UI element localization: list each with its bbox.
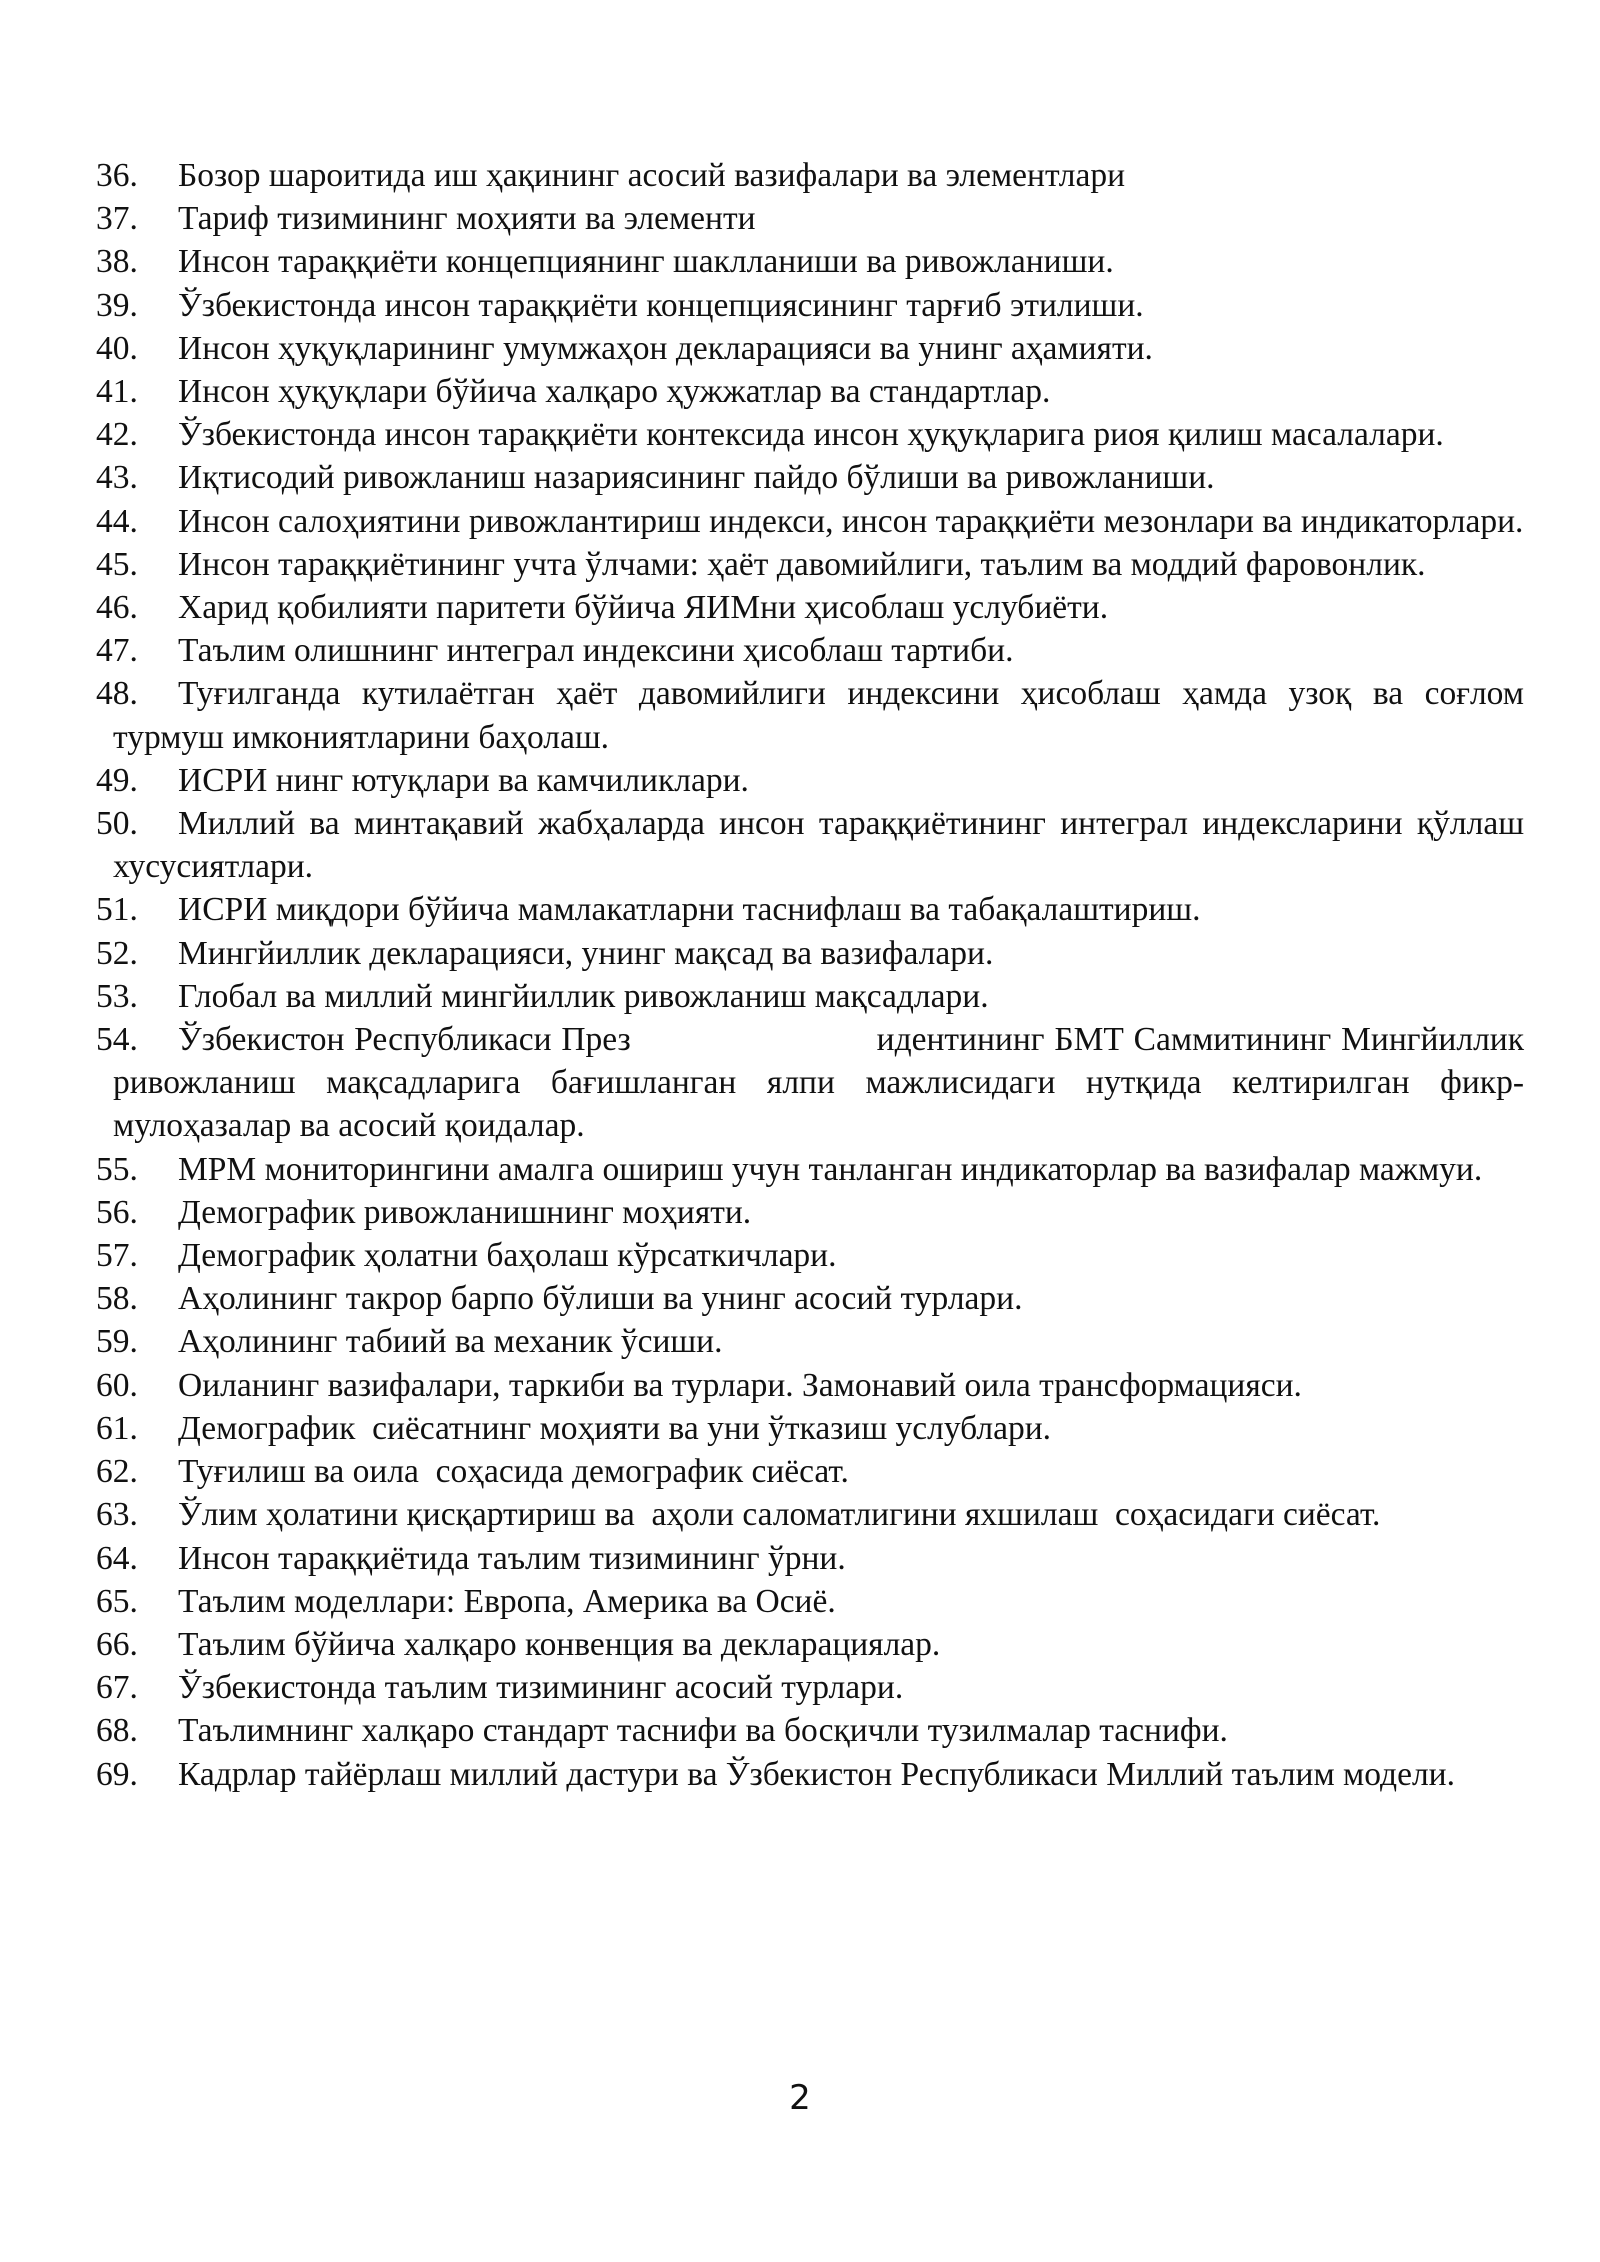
item-number: 67. xyxy=(96,1669,138,1707)
item-number: 43. xyxy=(96,459,138,497)
list-item xyxy=(96,370,1524,413)
item-text: Таълим олишнинг интеграл индексини ҳисоблаш тартиби. xyxy=(178,632,1014,670)
list-item xyxy=(96,1580,1524,1623)
item-text: Таълим моделлари: Европа, Америка ва Осиё. xyxy=(178,1582,836,1620)
page-number: 2 xyxy=(789,2078,811,2118)
item-number: 69. xyxy=(96,1755,138,1793)
item-number: 65. xyxy=(96,1582,138,1620)
list-item xyxy=(96,975,1524,1018)
list-item xyxy=(96,629,1524,672)
item-text: Туғилиш ва оила соҳасида демографик сиёсат. xyxy=(178,1453,849,1491)
item-text: ИСРИ нинг ютуқлари ва камчиликлари. xyxy=(178,761,749,799)
list-item xyxy=(96,1753,1524,1796)
item-text: Глобал ва миллий мингйиллик ривожланиш мақсадлари. xyxy=(178,977,989,1015)
list-item xyxy=(96,543,1524,586)
list-item xyxy=(96,1234,1524,1277)
item-text: Таълим бўйича халқаро конвенция ва декларациялар. xyxy=(178,1625,941,1663)
item-number: 52. xyxy=(96,934,138,972)
item-number: 36. xyxy=(96,157,138,194)
item-text: Иқтисодий ривожланиш назариясининг пайдо бўлиши ва ривожланиши. xyxy=(178,459,1215,497)
item-text: Ўзбекистонда инсон тараққиёти концепциясининг тарғиб этилиши. xyxy=(178,286,1144,324)
item-text: Демографик ҳолатни баҳолаш кўрсаткичлари. xyxy=(178,1237,837,1275)
list-item xyxy=(96,1407,1524,1450)
list-item xyxy=(96,1709,1524,1752)
item-text: Инсон тараққиётида таълим тизимининг ўрни. xyxy=(178,1539,846,1577)
list-item xyxy=(96,888,1524,931)
list-item xyxy=(96,672,1533,758)
item-number: 47. xyxy=(96,632,138,670)
item-number: 59. xyxy=(96,1323,138,1361)
item-text: Тариф тизимининг моҳияти ва элементи xyxy=(178,200,756,238)
item-number: 64. xyxy=(96,1539,138,1577)
item-number: 54. xyxy=(96,1021,138,1059)
list-item xyxy=(96,802,1533,888)
item-number: 50. xyxy=(96,805,138,843)
item-text: Инсон тараққиёти концепциянинг шаклланиши ва ривожланиши. xyxy=(178,243,1114,281)
list-item xyxy=(96,197,1524,240)
list-item xyxy=(96,1623,1524,1666)
item-text: Инсон салоҳиятини ривожлантириш индекси, инсон тараққиёти мезонлари ва индикаторлари. xyxy=(178,502,1524,540)
item-number: 55. xyxy=(96,1150,138,1188)
item-text: Ўзбекистон Республикаси През идентининг БМТ Саммитининг Мингйиллик ривожланиш мақсадларига бағишланган ялпи мажлисидаги нутқида келтирилган фикр-мулоҳазалар ва асосий қоидалар. xyxy=(113,1021,1533,1145)
list-item xyxy=(96,327,1524,370)
item-text: Бозор шароитида иш ҳақининг асосий вазифалари ва элементлари xyxy=(178,157,1126,194)
item-text: Ўзбекистонда инсон тараққиёти контексида инсон ҳуқуқларига риоя қилиш масалалари. xyxy=(178,416,1444,454)
item-number: 53. xyxy=(96,977,138,1015)
list-item xyxy=(96,1450,1524,1493)
list-item xyxy=(96,932,1524,975)
list-item xyxy=(96,1320,1524,1363)
list-item xyxy=(96,154,1524,197)
item-text: Демографик сиёсатнинг моҳияти ва уни ўтказиш услублари. xyxy=(178,1409,1052,1447)
item-number: 37. xyxy=(96,200,138,238)
item-text: Оиланинг вазифалари, таркиби ва турлари. Замонавий оила трансформацияси. xyxy=(178,1366,1302,1404)
item-text: Миллий ва минтақавий жабҳаларда инсон тараққиётининг интеграл индексларини қўллаш хусусиятлари. xyxy=(113,805,1533,886)
list-item xyxy=(96,284,1524,327)
list-item xyxy=(96,1364,1524,1407)
list-item xyxy=(96,413,1524,456)
item-number: 62. xyxy=(96,1453,138,1491)
item-text: ИСРИ миқдори бўйича мамлакатларни таснифлаш ва табақалаштириш. xyxy=(178,891,1201,929)
item-text: Инсон ҳуқуқларининг умумжаҳон декларацияси ва унинг аҳамияти. xyxy=(178,329,1153,367)
item-number: 61. xyxy=(96,1409,138,1447)
item-number: 57. xyxy=(96,1237,138,1275)
item-number: 38. xyxy=(96,243,138,281)
item-number: 58. xyxy=(96,1280,138,1318)
item-text: Мингйиллик декларацияси, унинг мақсад ва вазифалари. xyxy=(178,934,994,972)
item-number: 60. xyxy=(96,1366,138,1404)
item-number: 66. xyxy=(96,1625,138,1663)
item-number: 56. xyxy=(96,1193,138,1231)
item-text: Аҳолининг табиий ва механик ўсиши. xyxy=(178,1323,723,1361)
item-text: Кадрлар тайёрлаш миллий дастури ва Ўзбекистон Республикаси Миллий таълим модели. xyxy=(178,1755,1455,1793)
item-text: Таълимнинг халқаро стандарт таснифи ва босқичли тузилмалар таснифи. xyxy=(178,1712,1228,1750)
item-number: 46. xyxy=(96,589,138,627)
question-list xyxy=(96,154,1533,1796)
item-number: 48. xyxy=(96,675,138,713)
list-item xyxy=(96,1277,1524,1320)
item-number: 39. xyxy=(96,286,138,324)
item-text: Аҳолининг такрор барпо бўлиши ва унинг асосий турлари. xyxy=(178,1280,1023,1318)
item-text: Демографик ривожланишнинг моҳияти. xyxy=(178,1193,752,1231)
list-item xyxy=(96,759,1524,802)
item-text: Ўзбекистонда таълим тизимининг асосий турлари. xyxy=(178,1669,904,1707)
list-item xyxy=(96,586,1524,629)
list-item xyxy=(96,1148,1524,1191)
item-text: Инсон тараққиётининг учта ўлчами: ҳаёт давомийлиги, таълим ва моддий фаровонлик. xyxy=(178,545,1426,583)
list-item xyxy=(96,1018,1533,1148)
item-number: 51. xyxy=(96,891,138,929)
item-number: 63. xyxy=(96,1496,138,1534)
item-text: Инсон ҳуқуқлари бўйича халқаро ҳужжатлар ва стандартлар. xyxy=(178,373,1051,411)
item-number: 45. xyxy=(96,545,138,583)
list-item xyxy=(96,1537,1524,1580)
item-text: Туғилганда кутилаётган ҳаёт давомийлиги индексини ҳисоблаш ҳамда узоқ ва соғлом турмуш имкониятларини баҳолаш. xyxy=(113,675,1533,756)
item-number: 44. xyxy=(96,502,138,540)
list-item xyxy=(96,240,1524,283)
item-text: МРМ мониторингини амалга ошириш учун танланган индикаторлар ва вазифалар мажмуи. xyxy=(178,1150,1483,1188)
item-text: Ўлим ҳолатини қисқартириш ва аҳоли саломатлигини яхшилаш соҳасидаги сиёсат. xyxy=(178,1496,1381,1534)
item-number: 40. xyxy=(96,329,138,367)
item-number: 42. xyxy=(96,416,138,454)
item-text: Харид қобилияти паритети бўйича ЯИМни ҳисоблаш услубиёти. xyxy=(178,589,1109,627)
item-number: 68. xyxy=(96,1712,138,1750)
list-item xyxy=(96,1191,1524,1234)
item-number: 49. xyxy=(96,761,138,799)
list-item xyxy=(96,456,1524,499)
list-item xyxy=(96,500,1524,543)
item-number: 41. xyxy=(96,373,138,411)
list-item xyxy=(96,1493,1524,1536)
list-item xyxy=(96,1666,1524,1709)
